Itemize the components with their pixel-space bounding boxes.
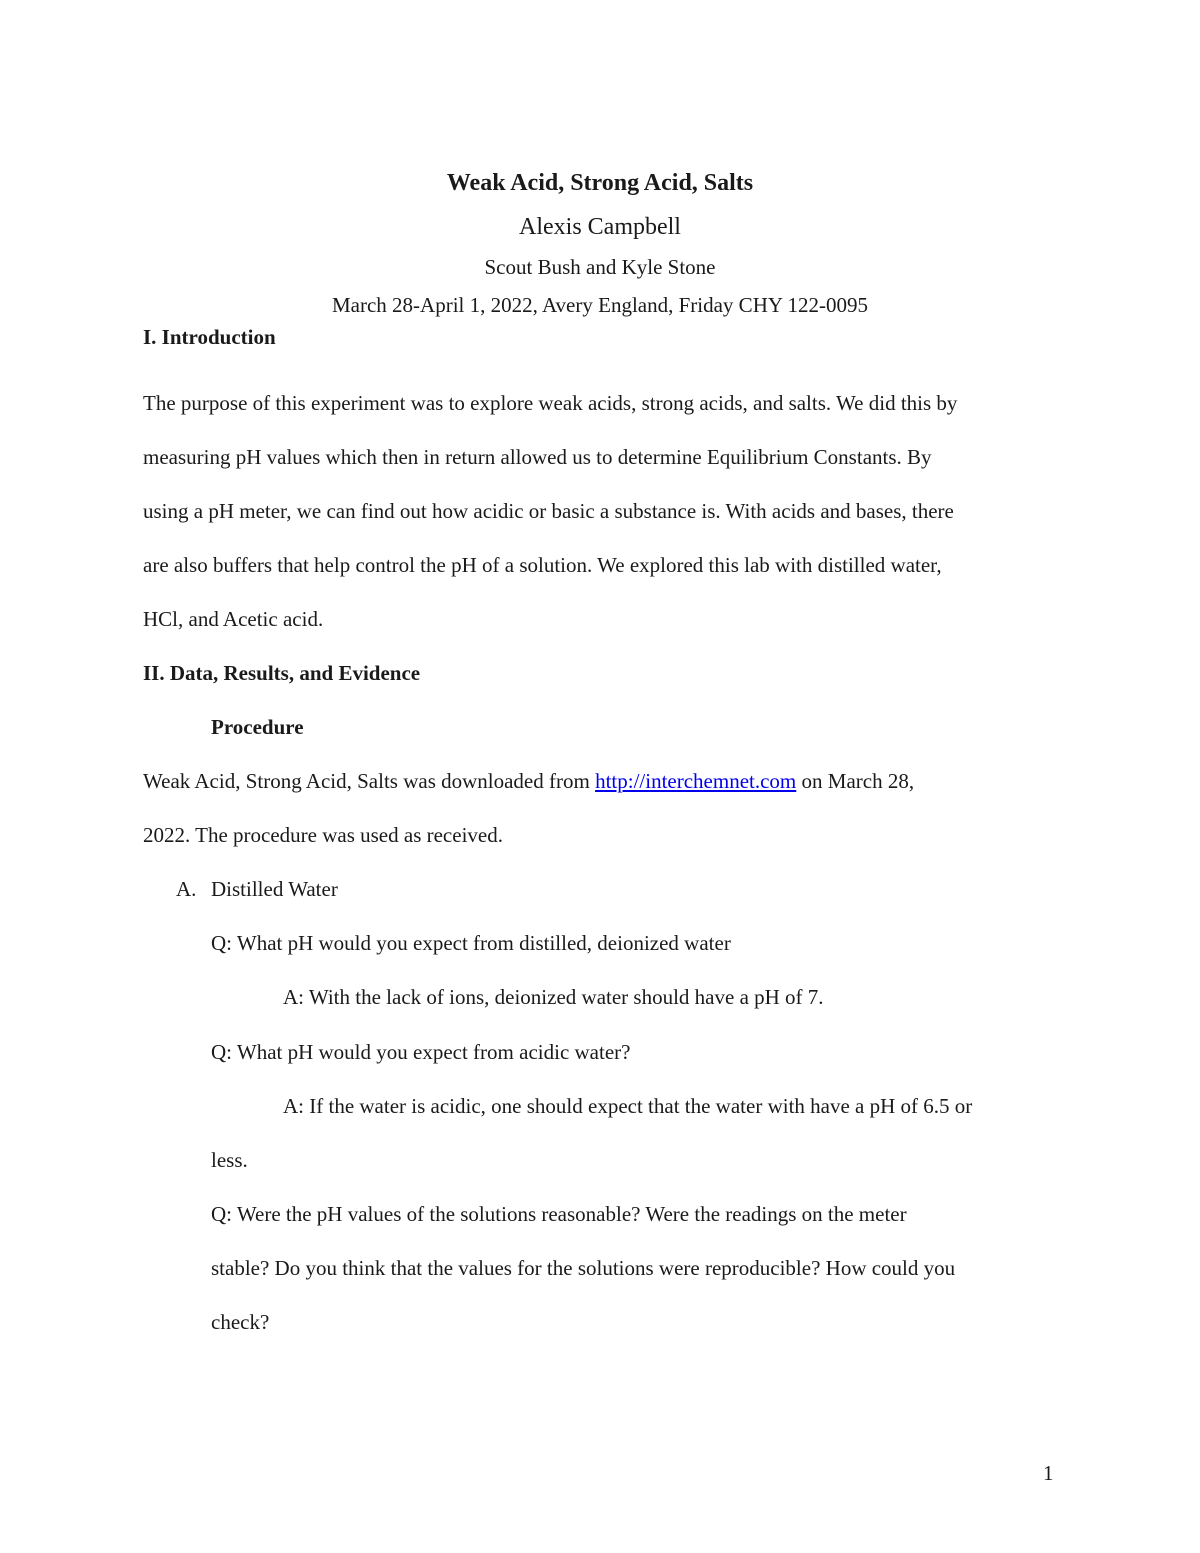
page-number: 1 xyxy=(1043,1461,1054,1485)
document-title: Weak Acid, Strong Acid, Salts xyxy=(446,170,754,196)
procedure-line-1 xyxy=(143,768,914,794)
procedure-text-after-link: on March 28, xyxy=(796,769,915,793)
intro-line-4: are also buffers that help control the pH of a solution. We explored this lab with distilled water, xyxy=(143,553,942,577)
answer-2-line-2: less. xyxy=(211,1148,248,1172)
question-3-line-1: Q: Were the pH values of the solutions reasonable? Were the readings on the meter xyxy=(211,1202,907,1226)
question-2: Q: What pH would you expect from acidic water? xyxy=(211,1040,631,1064)
introduction-heading: I. Introduction xyxy=(143,325,276,349)
intro-line-3: using a pH meter, we can find out how acidic or basic a substance is. With acids and bases, there xyxy=(143,499,954,523)
procedure-line-2: 2022. The procedure was used as received. xyxy=(143,823,503,847)
interchemnet-link[interactable]: http://interchemnet.com xyxy=(595,769,797,793)
intro-line-1: The purpose of this experiment was to explore weak acids, strong acids, and salts. We did this by xyxy=(143,391,958,415)
answer-2-line-1: A: If the water is acidic, one should expect that the water with have a pH of 6.5 or xyxy=(283,1094,973,1118)
list-item-label: A. xyxy=(176,877,197,901)
question-3-line-3: check? xyxy=(211,1310,270,1334)
lab-partners: Scout Bush and Kyle Stone xyxy=(484,255,716,279)
data-results-heading: II. Data, Results, and Evidence xyxy=(143,661,421,685)
intro-line-5: HCl, and Acetic acid. xyxy=(143,607,324,631)
question-1: Q: What pH would you expect from distilled, deionized water xyxy=(211,931,731,955)
procedure-text-before-link: Weak Acid, Strong Acid, Salts was downloaded from xyxy=(143,769,596,793)
list-item-distilled-water: Distilled Water xyxy=(211,877,338,901)
date-course-line: March 28-April 1, 2022, Avery England, Friday CHY 122-0095 xyxy=(331,293,868,317)
intro-line-2: measuring pH values which then in return allowed us to determine Equilibrium Constants. By xyxy=(143,445,932,469)
answer-1: A: With the lack of ions, deionized water should have a pH of 7. xyxy=(283,985,824,1009)
author-name: Alexis Campbell xyxy=(519,214,681,240)
question-3-line-2: stable? Do you think that the values for the solutions were reproducible? How could you xyxy=(211,1256,956,1280)
procedure-heading: Procedure xyxy=(211,715,304,739)
